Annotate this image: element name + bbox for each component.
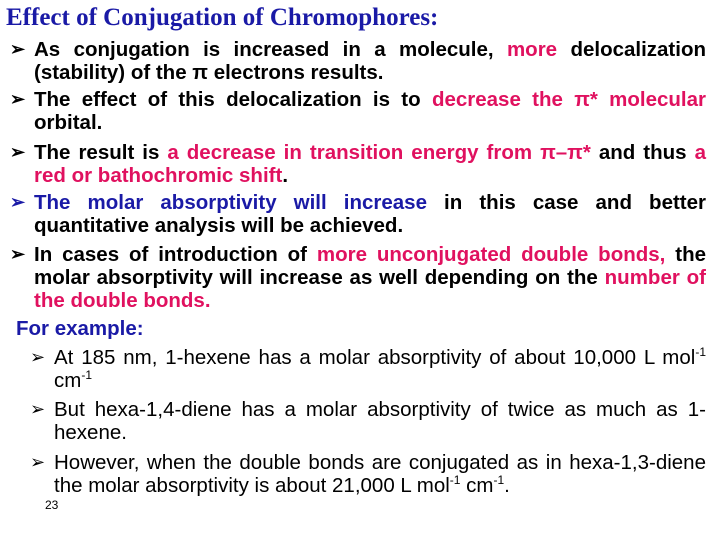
sub-bullet-text: cm	[54, 369, 82, 392]
bullet-text: and thus	[590, 141, 695, 164]
bullet-highlight: decrease the π* molecular	[431, 88, 706, 111]
bullet-text: in this case and better quantitative analysis will be achieved.	[34, 191, 706, 237]
sub-bullet-text: However, when the double bonds are conjugated as in hexa-1,3-diene the molar absorptivity is about 21,000 L mol	[54, 451, 706, 497]
sub-bullet-text: At 185 nm, 1-hexene has a molar absorptivity of about 10,000 L mol	[54, 346, 696, 369]
bullet-item	[10, 141, 706, 187]
bullet-item	[10, 38, 706, 84]
arrow-bullet-icon: ➢	[10, 142, 26, 162]
bullet-text: The result is	[34, 141, 168, 164]
sub-bullet-item	[30, 451, 706, 497]
bullet-item	[10, 191, 706, 237]
superscript: -1	[493, 473, 505, 488]
for-example-heading: For example:	[16, 317, 144, 340]
bullet-text: The effect of this delocalization is to	[34, 88, 432, 111]
bullet-text: the molar absorptivity will increase as well depending on the	[34, 243, 706, 289]
bullet-item	[10, 88, 706, 134]
bullet-highlight: more	[506, 38, 558, 61]
bullet-text: delocalization (stability) of the π electrons results.	[34, 38, 706, 84]
bullet-text: In cases of introduction of	[34, 243, 317, 266]
bullet-highlight: The molar absorptivity will increase	[34, 191, 427, 214]
bullet-highlight: a decrease in transition energy from π–π*	[167, 141, 591, 164]
arrow-bullet-icon: ➢	[30, 399, 46, 419]
arrow-bullet-icon: ➢	[30, 347, 46, 367]
bullet-highlight: number of the double bonds.	[34, 266, 707, 312]
bullet-highlight: a red or bathochromic shift	[34, 141, 706, 187]
sub-bullet-text: .	[504, 474, 510, 497]
sub-bullet-item	[30, 398, 706, 444]
bullet-text: orbital.	[34, 111, 103, 134]
page-title: Effect of Conjugation of Chromophores:	[6, 4, 439, 31]
sub-bullet-text: But hexa-1,4-diene has a molar absorptivity of twice as much as 1-hexene.	[54, 398, 706, 444]
arrow-bullet-icon: ➢	[10, 192, 26, 212]
arrow-bullet-icon: ➢	[10, 244, 26, 264]
arrow-bullet-icon: ➢	[10, 89, 26, 109]
arrow-bullet-icon: ➢	[10, 39, 26, 59]
page-number: 23	[45, 498, 59, 512]
bullet-item	[10, 243, 706, 312]
bullet-highlight: more unconjugated double bonds,	[316, 243, 666, 266]
bullet-text: .	[282, 164, 289, 187]
sub-bullet-item	[30, 346, 706, 392]
superscript: -1	[81, 368, 92, 383]
arrow-bullet-icon: ➢	[30, 452, 46, 472]
bullet-text: As conjugation is increased in a molecule,	[34, 38, 507, 61]
superscript: -1	[695, 345, 706, 360]
superscript: -1	[449, 473, 461, 488]
sub-bullet-text: cm	[460, 474, 494, 497]
